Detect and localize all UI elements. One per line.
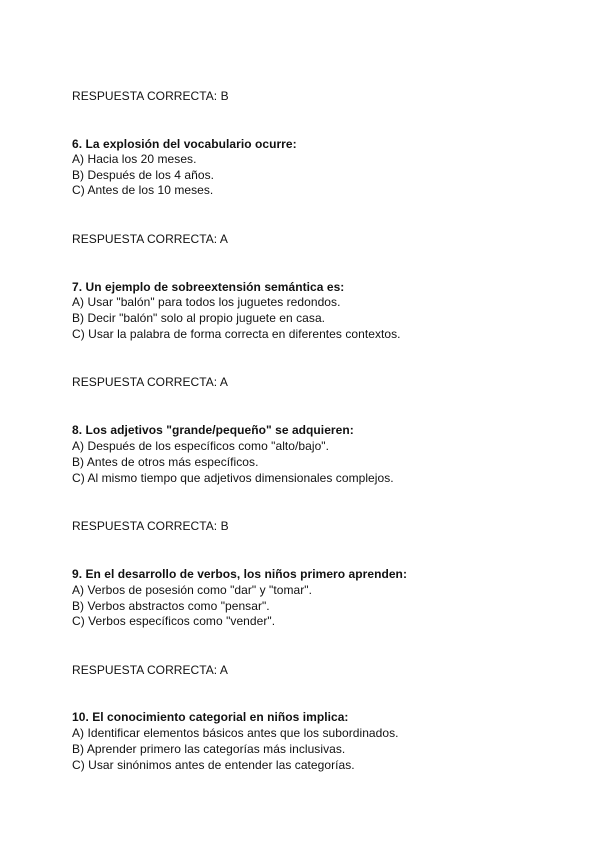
question-6-option-a: A) Hacia los 20 meses. [72,152,197,166]
question-6-option-c: C) Antes de los 10 meses. [72,183,214,197]
question-8-title: 8. Los adjetivos "grande/pequeño" se adquieren: [72,423,354,437]
question-7-title: 7. Un ejemplo de sobreextensión semántica es: [72,280,345,294]
correct-answer-q7: RESPUESTA CORRECTA: A [72,375,228,389]
question-9-option-a: A) Verbos de posesión como "dar" y "tomar". [72,583,312,597]
question-6-title: 6. La explosión del vocabulario ocurre: [72,137,297,151]
question-10-option-b: B) Aprender primero las categorías más inclusivas. [72,742,346,756]
correct-answer-q9: RESPUESTA CORRECTA: A [72,663,228,677]
question-9-title: 9. En el desarrollo de verbos, los niños primero aprenden: [72,567,407,581]
question-8-option-b: B) Antes de otros más específicos. [72,455,259,469]
question-7-option-b: B) Decir "balón" solo al propio juguete en casa. [72,311,326,325]
question-7-option-c: C) Usar la palabra de forma correcta en diferentes contextos. [72,327,401,341]
question-8-option-a: A) Después de los específicos como "alto/bajo". [72,439,329,453]
question-7-option-a: A) Usar "balón" para todos los juguetes redondos. [72,295,341,309]
question-10-option-a: A) Identificar elementos básicos antes que los subordinados. [72,726,399,740]
question-9-option-b: B) Verbos abstractos como "pensar". [72,599,270,613]
question-10-title: 10. El conocimiento categorial en niños implica: [72,710,349,724]
question-8-option-c: C) Al mismo tiempo que adjetivos dimensionales complejos. [72,471,394,485]
correct-answer-q8: RESPUESTA CORRECTA: B [72,519,229,533]
question-10-option-c: C) Usar sinónimos antes de entender las categorías. [72,758,355,772]
correct-answer-q6: RESPUESTA CORRECTA: A [72,232,228,246]
correct-answer-q5: RESPUESTA CORRECTA: B [72,89,229,103]
question-6-option-b: B) Después de los 4 años. [72,168,214,182]
question-9-option-c: C) Verbos específicos como "vender". [72,614,276,628]
